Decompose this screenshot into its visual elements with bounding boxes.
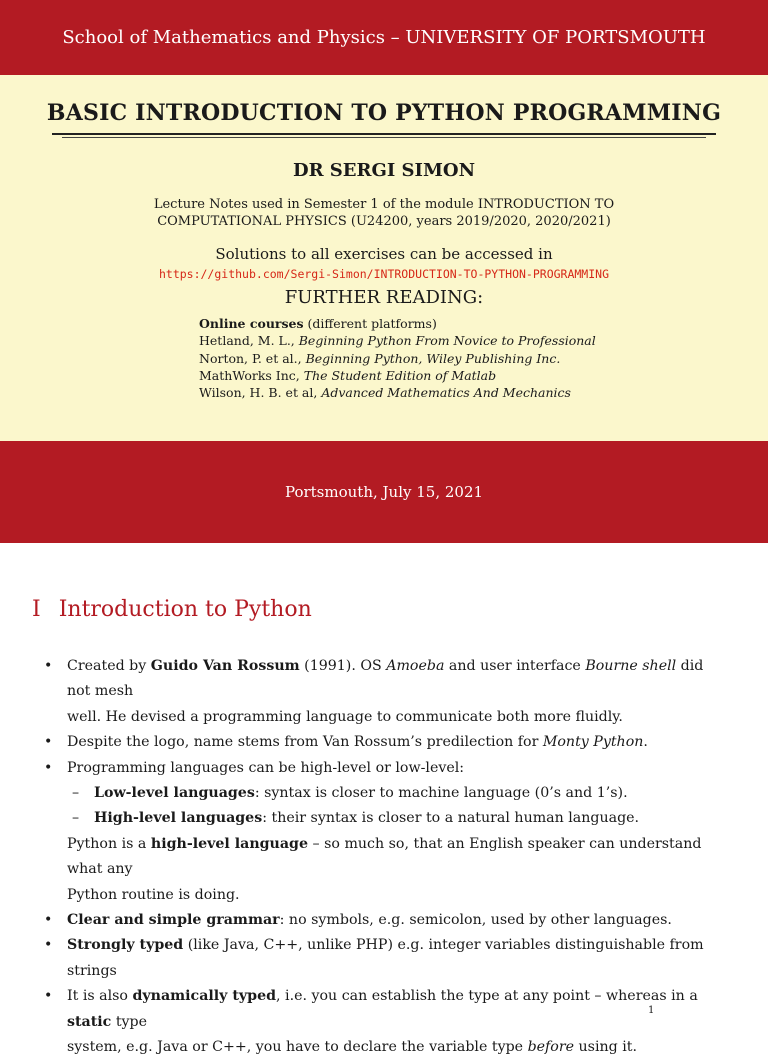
- header-band: [0, 0, 768, 75]
- text: (1991). OS: [299, 658, 387, 674]
- title-rule: [52, 133, 716, 135]
- reading-author: Norton, P. et al.,: [199, 350, 306, 366]
- reading-title: Beginning Python From Novice to Professional: [298, 333, 596, 349]
- bullet-icon: •: [44, 759, 53, 776]
- reading-item: [199, 384, 596, 401]
- reading-text: (different platforms): [303, 316, 437, 331]
- solutions-link[interactable]: https://github.com/Sergi-Simon/INTRODUCTION-TO-PYTHON-PROGRAMMING: [158, 267, 610, 281]
- reading-author: Wilson, H. B. et al,: [199, 385, 322, 401]
- page-number: 1: [648, 1005, 655, 1016]
- text: type: [111, 1013, 148, 1030]
- reading-item: [199, 332, 596, 349]
- text: Programming languages can be high-level or low-level:: [67, 759, 465, 776]
- reading-item: [199, 315, 596, 332]
- bold-text: high-level language: [150, 835, 309, 852]
- reading-title: The Student Edition of Matlab: [303, 367, 497, 383]
- sub-list-item: [32, 806, 722, 831]
- lecture-notes-description: [150, 196, 618, 230]
- list-item: [32, 730, 722, 755]
- text: : syntax is closer to machine language (0’s and 1’s).: [254, 785, 628, 802]
- section-number: I: [32, 597, 41, 622]
- bold-text: Strongly typed: [67, 937, 184, 954]
- bullet-icon: •: [44, 734, 53, 751]
- solutions-text: Solutions to all exercises can be accessed in: [215, 245, 553, 263]
- reading-item: [199, 350, 596, 367]
- list-item: [32, 654, 722, 730]
- section-title: Introduction to Python: [58, 597, 312, 622]
- text: Python is a: [67, 835, 151, 852]
- bullet-icon: •: [44, 988, 53, 1005]
- text: : their syntax is closer to a natural human language.: [262, 810, 640, 827]
- bold-text: Low-level languages: [94, 785, 255, 802]
- further-reading-heading: FURTHER READING:: [284, 287, 484, 308]
- dash-icon: –: [72, 785, 80, 802]
- text: Created by: [67, 658, 151, 674]
- reading-title: Advanced Mathematics And Mechanics: [321, 385, 571, 401]
- text: system, e.g. Java or C++, you have to declare the variable type: [67, 1039, 528, 1056]
- italic-text: Amoeba: [386, 658, 445, 674]
- text: .: [643, 734, 648, 751]
- text: well. He devised a programming language to communicate both more fluidly.: [67, 708, 623, 725]
- reading-author: Hetland, M. L.,: [199, 333, 299, 349]
- sub-list-item: [32, 781, 722, 806]
- school-heading: School of Mathematics and Physics – UNIVERSITY OF PORTSMOUTH: [62, 27, 706, 48]
- bullet-list: [32, 654, 722, 1061]
- text: It is also: [67, 988, 133, 1005]
- paragraph: [32, 832, 722, 908]
- list-item: [32, 984, 722, 1060]
- bold-text: Clear and simple grammar: [67, 912, 280, 929]
- bold-text: static: [67, 1013, 112, 1030]
- list-item: [32, 908, 722, 933]
- bold-text: dynamically typed: [132, 988, 277, 1005]
- dash-icon: –: [72, 810, 80, 827]
- list-item: [32, 933, 722, 984]
- text: (like Java, C++, unlike PHP) e.g. integer variables distinguishable from strings: [67, 937, 704, 979]
- lecture-line: COMPUTATIONAL PHYSICS (U24200, years 2019/2020, 2020/2021): [157, 214, 611, 229]
- text: using it.: [574, 1039, 637, 1056]
- section-content: [32, 654, 722, 1061]
- date-band: [0, 441, 768, 543]
- italic-text: before: [527, 1039, 575, 1056]
- text: Despite the logo, name stems from Van Rossum’s predilection for: [67, 734, 543, 751]
- text: Python routine is doing.: [67, 886, 240, 903]
- further-reading-list: [199, 315, 596, 401]
- italic-text: Monty Python: [542, 734, 644, 751]
- text: , i.e. you can establish the type at any point – whereas in a: [276, 988, 698, 1005]
- text: and user interface: [444, 658, 586, 674]
- reading-bold: Online courses: [199, 316, 304, 331]
- text: – so much so, that an English speaker can understand what any: [67, 835, 702, 878]
- italic-text: Bourne shell: [585, 658, 677, 674]
- bold-text: High-level languages: [94, 810, 263, 827]
- document-title: BASIC INTRODUCTION TO PYTHON PROGRAMMING: [46, 100, 722, 126]
- place-date: Portsmouth, July 15, 2021: [284, 483, 484, 501]
- reading-title: Beginning Python, Wiley Publishing Inc.: [305, 350, 561, 366]
- bullet-icon: •: [44, 658, 53, 674]
- list-item: [32, 756, 722, 781]
- lecture-line: Lecture Notes used in Semester 1 of the module INTRODUCTION TO: [153, 197, 615, 212]
- title-rule-thin: [62, 137, 706, 138]
- reading-item: [199, 367, 596, 384]
- reading-author: MathWorks Inc,: [199, 367, 304, 383]
- text: : no symbols, e.g. semicolon, used by other languages.: [279, 912, 672, 929]
- bold-text: Guido Van Rossum: [150, 658, 300, 674]
- author-name: DR SERGI SIMON: [292, 160, 476, 181]
- bullet-icon: •: [44, 912, 53, 929]
- section-heading: [32, 597, 312, 622]
- bullet-icon: •: [44, 937, 53, 954]
- text: did not mesh: [67, 658, 704, 700]
